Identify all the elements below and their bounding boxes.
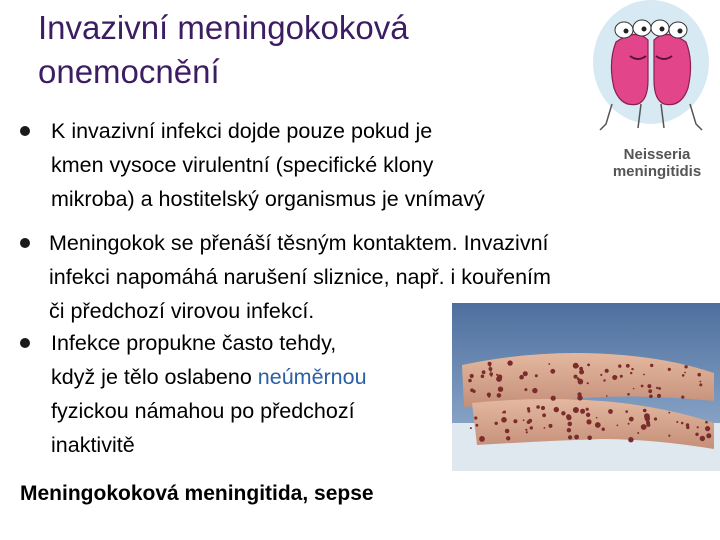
purpura-spot	[506, 436, 510, 440]
bullet-text-line: či předchozí virovou infekcí.	[49, 299, 315, 323]
purpura-spot	[600, 374, 602, 376]
purpura-spot	[631, 368, 633, 370]
purpura-spot	[528, 419, 532, 423]
bacteria-cartoon-image	[586, 0, 714, 140]
purpura-spot	[676, 421, 678, 423]
purpura-spot	[532, 388, 537, 393]
purpura-spot	[544, 427, 546, 429]
purpura-spot	[650, 364, 653, 367]
purpura-spot	[503, 411, 506, 414]
bullet-dot	[20, 238, 30, 248]
purpura-spot	[470, 374, 474, 378]
purpura-spot	[580, 409, 585, 414]
purpura-spot	[608, 409, 613, 414]
bullet-text-line: inaktivitě	[51, 433, 135, 457]
purpura-spot	[587, 364, 590, 367]
bullet-text-line: fyzickou námahou po předchozí	[51, 399, 355, 423]
purpura-spot	[595, 422, 601, 428]
purpura-spot	[551, 396, 556, 401]
purpura-spot	[549, 424, 553, 428]
purpura-spot	[668, 412, 670, 414]
bullet-dot	[20, 338, 30, 348]
purpura-spot	[706, 433, 711, 438]
purpura-spot	[641, 385, 644, 388]
bullet-dot	[20, 126, 30, 136]
purpura-spot	[681, 396, 684, 399]
purpura-spot	[668, 368, 671, 371]
purpura-spot	[523, 419, 525, 421]
purpura-spot	[654, 417, 657, 420]
purpura-spot	[567, 428, 571, 432]
purpura-spot	[490, 375, 492, 377]
purpura-spot	[573, 407, 579, 413]
purpura-spot	[686, 426, 689, 429]
purpura-spot	[633, 388, 635, 390]
purpura-spot	[684, 365, 687, 368]
purpura-spot	[628, 423, 630, 425]
bullet-item-1	[20, 114, 485, 216]
purpura-spot	[568, 435, 572, 439]
figure-caption	[598, 146, 716, 180]
conclusion-text: Meningokoková meningitida, sepse	[20, 482, 374, 505]
purpura-spot	[587, 420, 591, 424]
bullet-text-line	[20, 360, 367, 394]
purpura-spot	[681, 422, 684, 425]
purpura-spot	[682, 374, 685, 377]
purpura-spot	[700, 436, 705, 441]
bullet-item-3	[20, 326, 367, 462]
purpura-spot	[507, 360, 512, 365]
purpura-spot	[523, 371, 528, 376]
purpura-spot	[566, 415, 571, 420]
purpura-spot	[684, 372, 686, 374]
purpura-spot	[513, 419, 517, 423]
purpura-spot	[577, 395, 582, 400]
slide-title: Invazivní meningokoková onemocnění	[38, 9, 409, 90]
purpura-spot	[705, 421, 708, 424]
purpura-spot	[470, 427, 472, 429]
purpura-spot	[697, 426, 699, 428]
clinical-photo	[452, 303, 720, 471]
purpura-spot	[618, 364, 621, 367]
purpura-spot	[519, 375, 524, 380]
purpura-spot	[648, 389, 652, 393]
bullet-text-line: kmen vysoce virulentní (specifické klony	[51, 153, 434, 177]
purpura-spot	[524, 388, 527, 391]
purpura-spot	[530, 426, 533, 429]
purpura-spot	[490, 370, 492, 372]
purpura-spot	[554, 407, 559, 412]
purpura-spot	[586, 408, 589, 411]
purpura-spot	[587, 436, 592, 441]
purpura-spot	[699, 383, 702, 386]
purpura-spot	[481, 375, 485, 379]
purpura-spot	[501, 417, 507, 423]
purpura-spot	[482, 370, 486, 374]
purpura-spot	[497, 393, 502, 398]
purpura-spot	[548, 363, 550, 365]
purpura-legs-illustration	[452, 303, 720, 471]
purpura-spot	[626, 364, 630, 368]
purpura-spot	[617, 425, 619, 427]
purpura-spot	[645, 416, 651, 422]
purpura-spot	[697, 373, 701, 377]
purpura-spot	[550, 369, 555, 374]
purpura-spot	[579, 370, 584, 375]
purpura-spot	[627, 393, 630, 396]
purpura-spot	[505, 429, 510, 434]
purpura-spot	[498, 387, 503, 392]
purpura-spot	[643, 409, 647, 413]
purpura-spot	[615, 376, 617, 378]
purpura-spot	[695, 433, 698, 436]
purpura-spot	[573, 363, 579, 369]
bullet-text-line: mikroba) a hostitelský organismus je vnímavý	[51, 187, 485, 211]
purpura-spot	[656, 387, 658, 389]
purpura-spot	[646, 423, 650, 427]
purpura-spot	[578, 379, 584, 385]
figure-caption-line: meningitidis	[612, 163, 702, 180]
purpura-spot	[561, 411, 565, 415]
purpura-spot	[574, 375, 578, 379]
purpura-spot	[535, 374, 538, 377]
purpura-spot	[474, 416, 477, 419]
purpura-spot	[525, 429, 527, 431]
purpura-spot	[479, 436, 485, 442]
purpura-spot	[647, 384, 651, 388]
purpura-spot	[472, 390, 475, 393]
halo-shape	[593, 0, 709, 124]
purpura-spot	[628, 437, 633, 442]
purpura-spot	[625, 410, 628, 413]
purpura-spot	[641, 424, 647, 430]
purpura-spot	[649, 395, 653, 399]
purpura-spot	[602, 428, 605, 431]
bullet-text-segment: když je tělo oslabeno	[51, 365, 258, 389]
purpura-spot	[541, 406, 545, 410]
purpura-spot	[580, 393, 582, 395]
purpura-spot	[496, 374, 498, 376]
purpura-spot	[476, 424, 479, 427]
figure-caption-line: Neisseria	[623, 146, 691, 163]
purpura-spot	[542, 413, 546, 417]
purpura-spot	[699, 381, 701, 383]
purpura-spot	[603, 379, 605, 381]
purpura-spot	[488, 395, 491, 398]
purpura-spot	[574, 435, 579, 440]
purpura-spot	[495, 422, 498, 425]
purpura-spot	[620, 375, 623, 378]
bullet-text-line: Meningokok se přenáší těsným kontaktem. Invazivní	[49, 231, 549, 255]
purpura-spot	[606, 395, 608, 397]
purpura-spot	[527, 410, 530, 413]
purpura-spot	[568, 422, 573, 427]
highlighted-text: neúměrnou	[257, 365, 367, 389]
purpura-spot	[536, 405, 540, 409]
purpura-spot	[637, 432, 639, 434]
purpura-spot	[643, 374, 645, 376]
purpura-spot	[596, 417, 598, 419]
purpura-spot	[657, 394, 661, 398]
purpura-spot	[629, 417, 634, 422]
purpura-spot	[587, 382, 589, 384]
bullet-text-line: infekci napomáhá narušení sliznice, např. i kouřením	[49, 265, 551, 289]
purpura-spot	[658, 387, 661, 390]
purpura-spot	[630, 372, 632, 374]
bullet-text-line: K invazivní infekci dojde pouze pokud je	[51, 119, 433, 143]
purpura-spot	[526, 431, 528, 433]
purpura-spot	[468, 379, 472, 383]
purpura-spot	[489, 364, 491, 366]
purpura-spot	[586, 413, 590, 417]
purpura-spot	[707, 428, 709, 430]
purpura-spot	[668, 435, 670, 437]
bullet-text-line: Infekce propukne často tehdy,	[51, 331, 337, 355]
purpura-spot	[605, 369, 609, 373]
